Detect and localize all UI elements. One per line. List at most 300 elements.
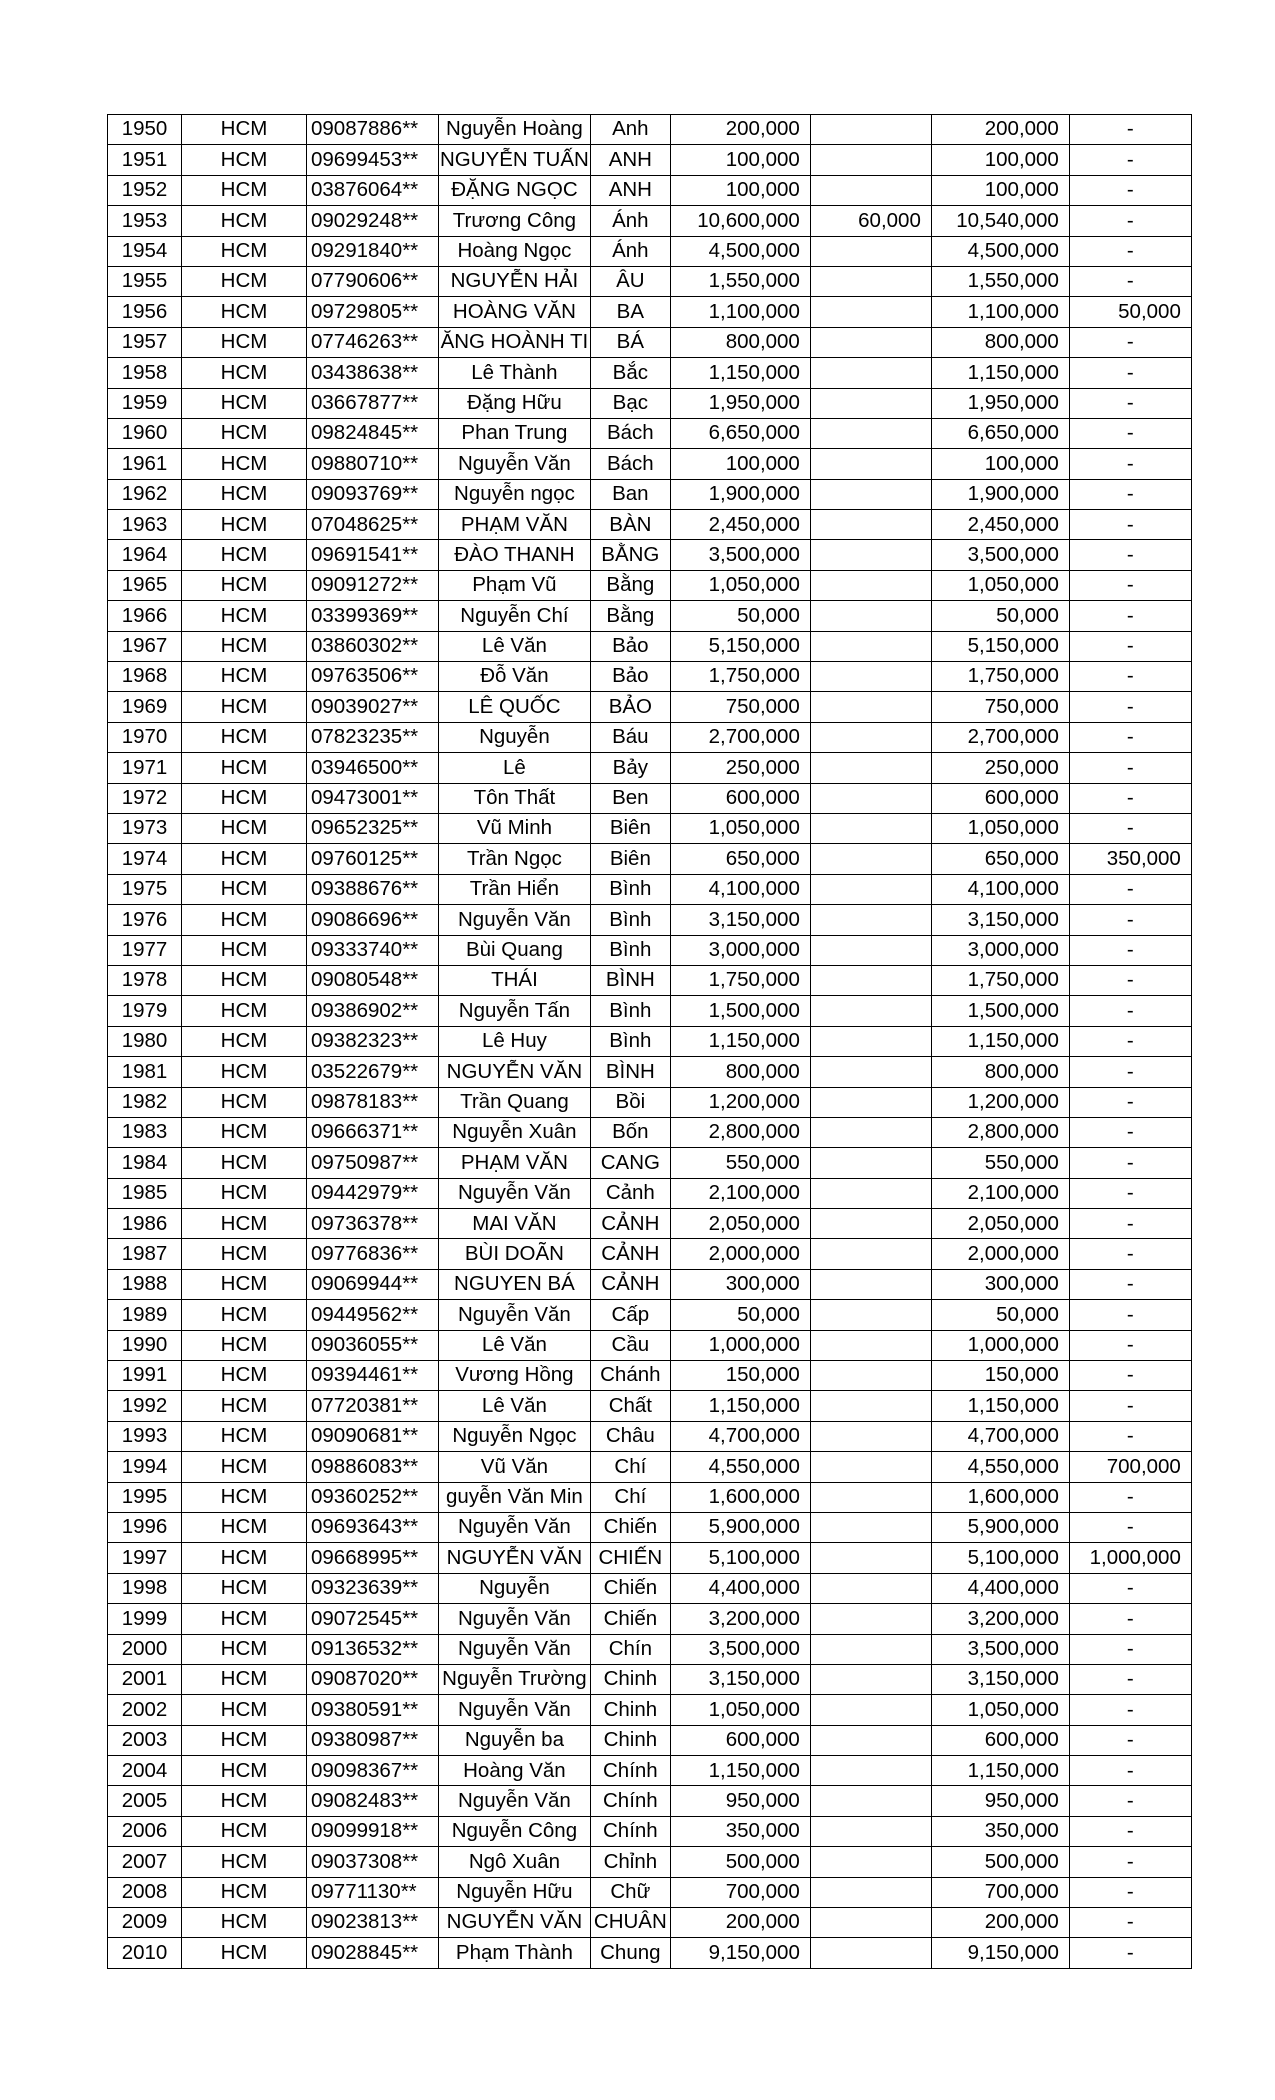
city-cell: HCM: [182, 1178, 307, 1208]
extra-amount-cell: -: [1069, 175, 1191, 205]
row-number-cell: 1995: [108, 1482, 182, 1512]
row-number-cell: 2000: [108, 1634, 182, 1664]
amount-cell: 4,500,000: [670, 236, 810, 266]
row-number-cell: 2004: [108, 1756, 182, 1786]
phone-cell: 09086696**: [307, 905, 439, 935]
first-name-cell: Bằng: [590, 570, 670, 600]
last-name-cell: Nguyễn Hữu: [439, 1877, 591, 1907]
amount-cell: 1,050,000: [670, 1695, 810, 1725]
net-amount-cell: 2,050,000: [931, 1209, 1069, 1239]
extra-amount-cell: -: [1069, 388, 1191, 418]
row-number-cell: 1983: [108, 1117, 182, 1147]
last-name-cell: THÁI: [439, 965, 591, 995]
phone-cell: 09291840**: [307, 236, 439, 266]
last-name-cell: Nguyễn Văn: [439, 1604, 591, 1634]
phone-cell: 03876064**: [307, 175, 439, 205]
amount-cell: 2,000,000: [670, 1239, 810, 1269]
last-name-cell: Nguyễn Văn: [439, 1512, 591, 1542]
deduction-cell: [810, 1421, 931, 1451]
table-row: [108, 145, 1192, 175]
net-amount-cell: 5,900,000: [931, 1512, 1069, 1542]
row-number-cell: 1996: [108, 1512, 182, 1542]
phone-cell: 09082483**: [307, 1786, 439, 1816]
phone-cell: 07720381**: [307, 1391, 439, 1421]
phone-cell: 07048625**: [307, 510, 439, 540]
row-number-cell: 1957: [108, 327, 182, 357]
table-row: [108, 1209, 1192, 1239]
city-cell: HCM: [182, 813, 307, 843]
net-amount-cell: 5,150,000: [931, 631, 1069, 661]
city-cell: HCM: [182, 1026, 307, 1056]
last-name-cell: Tôn Thất: [439, 783, 591, 813]
extra-amount-cell: -: [1069, 1725, 1191, 1755]
city-cell: HCM: [182, 1786, 307, 1816]
extra-amount-cell: -: [1069, 996, 1191, 1026]
last-name-cell: Bùi Quang: [439, 935, 591, 965]
table-row: [108, 1938, 1192, 1968]
phone-cell: 09824845**: [307, 418, 439, 448]
deduction-cell: [810, 236, 931, 266]
deduction-cell: [810, 813, 931, 843]
first-name-cell: Chín: [590, 1634, 670, 1664]
net-amount-cell: 700,000: [931, 1877, 1069, 1907]
amount-cell: 3,500,000: [670, 540, 810, 570]
last-name-cell: NGUYEN BÁ: [439, 1269, 591, 1299]
amount-cell: 800,000: [670, 327, 810, 357]
table-row: [108, 722, 1192, 752]
deduction-cell: [810, 1604, 931, 1634]
row-number-cell: 1989: [108, 1300, 182, 1330]
first-name-cell: BÀN: [590, 510, 670, 540]
row-number-cell: 1950: [108, 115, 182, 145]
last-name-cell: Nguyễn Xuân: [439, 1117, 591, 1147]
deduction-cell: [810, 266, 931, 296]
table-row: [108, 297, 1192, 327]
extra-amount-cell: -: [1069, 570, 1191, 600]
first-name-cell: Biên: [590, 844, 670, 874]
last-name-cell: Nguyễn Văn: [439, 1178, 591, 1208]
first-name-cell: Chinh: [590, 1725, 670, 1755]
amount-cell: 5,150,000: [670, 631, 810, 661]
deduction-cell: [810, 540, 931, 570]
extra-amount-cell: -: [1069, 1756, 1191, 1786]
extra-amount-cell: -: [1069, 1239, 1191, 1269]
net-amount-cell: 50,000: [931, 1300, 1069, 1330]
extra-amount-cell: -: [1069, 1786, 1191, 1816]
net-amount-cell: 1,100,000: [931, 297, 1069, 327]
amount-cell: 3,200,000: [670, 1604, 810, 1634]
table-row: [108, 115, 1192, 145]
extra-amount-cell: -: [1069, 783, 1191, 813]
phone-cell: 09380591**: [307, 1695, 439, 1725]
deduction-cell: [810, 1877, 931, 1907]
net-amount-cell: 5,100,000: [931, 1543, 1069, 1573]
first-name-cell: Biên: [590, 813, 670, 843]
first-name-cell: Bảo: [590, 662, 670, 692]
net-amount-cell: 1,150,000: [931, 1026, 1069, 1056]
net-amount-cell: 200,000: [931, 1908, 1069, 1938]
table-row: [108, 1573, 1192, 1603]
table-row: [108, 1361, 1192, 1391]
net-amount-cell: 1,150,000: [931, 1756, 1069, 1786]
table-row: [108, 1117, 1192, 1147]
table-row: [108, 965, 1192, 995]
phone-cell: 09394461**: [307, 1361, 439, 1391]
deduction-cell: [810, 145, 931, 175]
first-name-cell: Bình: [590, 1026, 670, 1056]
city-cell: HCM: [182, 418, 307, 448]
data-table: [107, 114, 1192, 1969]
net-amount-cell: 1,050,000: [931, 1695, 1069, 1725]
phone-cell: 07790606**: [307, 266, 439, 296]
table-row: [108, 813, 1192, 843]
row-number-cell: 1969: [108, 692, 182, 722]
last-name-cell: NGUYỄN TUẤN: [439, 145, 591, 175]
table-row: [108, 1148, 1192, 1178]
first-name-cell: Bảo: [590, 631, 670, 661]
last-name-cell: Nguyễn Văn: [439, 1300, 591, 1330]
row-number-cell: 1984: [108, 1148, 182, 1178]
phone-cell: 09099918**: [307, 1816, 439, 1846]
phone-cell: 09380987**: [307, 1725, 439, 1755]
extra-amount-cell: -: [1069, 753, 1191, 783]
city-cell: HCM: [182, 1209, 307, 1239]
table-row: [108, 692, 1192, 722]
net-amount-cell: 1,550,000: [931, 266, 1069, 296]
net-amount-cell: 1,050,000: [931, 813, 1069, 843]
row-number-cell: 1988: [108, 1269, 182, 1299]
table-row: [108, 1816, 1192, 1846]
deduction-cell: [810, 1482, 931, 1512]
extra-amount-cell: -: [1069, 1300, 1191, 1330]
deduction-cell: [810, 631, 931, 661]
net-amount-cell: 600,000: [931, 783, 1069, 813]
net-amount-cell: 1,000,000: [931, 1330, 1069, 1360]
deduction-cell: [810, 1695, 931, 1725]
city-cell: HCM: [182, 1117, 307, 1147]
table-body: [108, 115, 1192, 1969]
extra-amount-cell: -: [1069, 1057, 1191, 1087]
last-name-cell: Trương Công: [439, 206, 591, 236]
last-name-cell: Lê Huy: [439, 1026, 591, 1056]
row-number-cell: 1959: [108, 388, 182, 418]
extra-amount-cell: 700,000: [1069, 1452, 1191, 1482]
net-amount-cell: 1,600,000: [931, 1482, 1069, 1512]
table-row: [108, 1026, 1192, 1056]
row-number-cell: 1954: [108, 236, 182, 266]
amount-cell: 50,000: [670, 1300, 810, 1330]
first-name-cell: Chiến: [590, 1512, 670, 1542]
deduction-cell: [810, 175, 931, 205]
city-cell: HCM: [182, 236, 307, 266]
net-amount-cell: 650,000: [931, 844, 1069, 874]
first-name-cell: BẰNG: [590, 540, 670, 570]
city-cell: HCM: [182, 1664, 307, 1694]
table-row: [108, 1664, 1192, 1694]
last-name-cell: Ngô Xuân: [439, 1847, 591, 1877]
extra-amount-cell: -: [1069, 1877, 1191, 1907]
phone-cell: 07823235**: [307, 722, 439, 752]
extra-amount-cell: -: [1069, 115, 1191, 145]
net-amount-cell: 1,500,000: [931, 996, 1069, 1026]
table-row: [108, 1877, 1192, 1907]
last-name-cell: Nguyễn Hoàng: [439, 115, 591, 145]
deduction-cell: [810, 1361, 931, 1391]
deduction-cell: [810, 1026, 931, 1056]
first-name-cell: BẢO: [590, 692, 670, 722]
deduction-cell: [810, 1664, 931, 1694]
row-number-cell: 1976: [108, 905, 182, 935]
last-name-cell: Phạm Thành: [439, 1938, 591, 1968]
city-cell: HCM: [182, 206, 307, 236]
extra-amount-cell: -: [1069, 1148, 1191, 1178]
deduction-cell: [810, 1330, 931, 1360]
row-number-cell: 2007: [108, 1847, 182, 1877]
first-name-cell: Châu: [590, 1421, 670, 1451]
city-cell: HCM: [182, 1634, 307, 1664]
last-name-cell: NGUYỄN HẢI: [439, 266, 591, 296]
city-cell: HCM: [182, 1816, 307, 1846]
extra-amount-cell: -: [1069, 1573, 1191, 1603]
amount-cell: 1,500,000: [670, 996, 810, 1026]
last-name-cell: Trần Hiển: [439, 874, 591, 904]
net-amount-cell: 3,200,000: [931, 1604, 1069, 1634]
last-name-cell: Nguyễn Văn: [439, 1695, 591, 1725]
last-name-cell: Vũ Minh: [439, 813, 591, 843]
amount-cell: 4,550,000: [670, 1452, 810, 1482]
last-name-cell: Nguyễn: [439, 1573, 591, 1603]
net-amount-cell: 500,000: [931, 1847, 1069, 1877]
row-number-cell: 1971: [108, 753, 182, 783]
table-row: [108, 1543, 1192, 1573]
table-row: [108, 601, 1192, 631]
amount-cell: 3,150,000: [670, 905, 810, 935]
deduction-cell: [810, 722, 931, 752]
city-cell: HCM: [182, 449, 307, 479]
city-cell: HCM: [182, 175, 307, 205]
extra-amount-cell: -: [1069, 905, 1191, 935]
city-cell: HCM: [182, 1847, 307, 1877]
first-name-cell: Bằng: [590, 601, 670, 631]
net-amount-cell: 950,000: [931, 1786, 1069, 1816]
extra-amount-cell: -: [1069, 1512, 1191, 1542]
net-amount-cell: 3,150,000: [931, 1664, 1069, 1694]
last-name-cell: Phan Trung: [439, 418, 591, 448]
amount-cell: 1,600,000: [670, 1482, 810, 1512]
amount-cell: 1,750,000: [670, 965, 810, 995]
first-name-cell: Bồi: [590, 1087, 670, 1117]
net-amount-cell: 4,400,000: [931, 1573, 1069, 1603]
table-row: [108, 1725, 1192, 1755]
deduction-cell: [810, 905, 931, 935]
amount-cell: 1,550,000: [670, 266, 810, 296]
table-row: [108, 1269, 1192, 1299]
city-cell: HCM: [182, 631, 307, 661]
extra-amount-cell: -: [1069, 1604, 1191, 1634]
last-name-cell: BÙI DOÃN: [439, 1239, 591, 1269]
table-row: [108, 1482, 1192, 1512]
net-amount-cell: 300,000: [931, 1269, 1069, 1299]
table-row: [108, 1300, 1192, 1330]
last-name-cell: NGUYỄN VĂN: [439, 1057, 591, 1087]
phone-cell: 09652325**: [307, 813, 439, 843]
last-name-cell: HOÀNG VĂN: [439, 297, 591, 327]
first-name-cell: BA: [590, 297, 670, 327]
first-name-cell: Chinh: [590, 1664, 670, 1694]
phone-cell: 03860302**: [307, 631, 439, 661]
net-amount-cell: 750,000: [931, 692, 1069, 722]
city-cell: HCM: [182, 1938, 307, 1968]
row-number-cell: 1986: [108, 1209, 182, 1239]
last-name-cell: Nguyễn Văn: [439, 905, 591, 935]
city-cell: HCM: [182, 844, 307, 874]
net-amount-cell: 100,000: [931, 449, 1069, 479]
amount-cell: 500,000: [670, 1847, 810, 1877]
amount-cell: 6,650,000: [670, 418, 810, 448]
row-number-cell: 2003: [108, 1725, 182, 1755]
last-name-cell: Phạm Vũ: [439, 570, 591, 600]
last-name-cell: Lê Văn: [439, 1391, 591, 1421]
city-cell: HCM: [182, 996, 307, 1026]
net-amount-cell: 1,750,000: [931, 965, 1069, 995]
last-name-cell: Lê Thành: [439, 358, 591, 388]
table-row: [108, 1178, 1192, 1208]
first-name-cell: Chính: [590, 1816, 670, 1846]
amount-cell: 100,000: [670, 449, 810, 479]
row-number-cell: 1997: [108, 1543, 182, 1573]
table-row: [108, 844, 1192, 874]
last-name-cell: Nguyễn Văn: [439, 1786, 591, 1816]
phone-cell: 09023813**: [307, 1908, 439, 1938]
net-amount-cell: 1,950,000: [931, 388, 1069, 418]
net-amount-cell: 3,150,000: [931, 905, 1069, 935]
phone-cell: 09039027**: [307, 692, 439, 722]
amount-cell: 600,000: [670, 783, 810, 813]
row-number-cell: 1967: [108, 631, 182, 661]
city-cell: HCM: [182, 115, 307, 145]
city-cell: HCM: [182, 358, 307, 388]
city-cell: HCM: [182, 1421, 307, 1451]
deduction-cell: [810, 327, 931, 357]
city-cell: HCM: [182, 1361, 307, 1391]
last-name-cell: Hoàng Ngọc: [439, 236, 591, 266]
phone-cell: 09029248**: [307, 206, 439, 236]
first-name-cell: Cảnh: [590, 1178, 670, 1208]
last-name-cell: Nguyễn Trường: [439, 1664, 591, 1694]
row-number-cell: 1990: [108, 1330, 182, 1360]
last-name-cell: Lê Văn: [439, 631, 591, 661]
extra-amount-cell: -: [1069, 358, 1191, 388]
first-name-cell: Chính: [590, 1756, 670, 1786]
last-name-cell: Nguyễn ngọc: [439, 479, 591, 509]
row-number-cell: 1993: [108, 1421, 182, 1451]
city-cell: HCM: [182, 266, 307, 296]
row-number-cell: 1955: [108, 266, 182, 296]
deduction-cell: [810, 1543, 931, 1573]
table-row: [108, 327, 1192, 357]
last-name-cell: Nguyễn Chí: [439, 601, 591, 631]
net-amount-cell: 800,000: [931, 1057, 1069, 1087]
last-name-cell: Lê Văn: [439, 1330, 591, 1360]
net-amount-cell: 200,000: [931, 115, 1069, 145]
row-number-cell: 2001: [108, 1664, 182, 1694]
last-name-cell: NGUYỄN VĂN: [439, 1543, 591, 1573]
amount-cell: 150,000: [670, 1361, 810, 1391]
last-name-cell: Nguyễn Ngọc: [439, 1421, 591, 1451]
amount-cell: 3,500,000: [670, 1634, 810, 1664]
table-row: [108, 905, 1192, 935]
net-amount-cell: 2,100,000: [931, 1178, 1069, 1208]
amount-cell: 5,100,000: [670, 1543, 810, 1573]
first-name-cell: Ben: [590, 783, 670, 813]
net-amount-cell: 100,000: [931, 145, 1069, 175]
table-row: [108, 631, 1192, 661]
net-amount-cell: 1,900,000: [931, 479, 1069, 509]
city-cell: HCM: [182, 1269, 307, 1299]
row-number-cell: 1968: [108, 662, 182, 692]
amount-cell: 2,050,000: [670, 1209, 810, 1239]
net-amount-cell: 100,000: [931, 175, 1069, 205]
amount-cell: 5,900,000: [670, 1512, 810, 1542]
extra-amount-cell: -: [1069, 1087, 1191, 1117]
deduction-cell: [810, 1148, 931, 1178]
row-number-cell: 2009: [108, 1908, 182, 1938]
deduction-cell: [810, 1452, 931, 1482]
phone-cell: 09771130**: [307, 1877, 439, 1907]
table-row: [108, 570, 1192, 600]
net-amount-cell: 6,650,000: [931, 418, 1069, 448]
deduction-cell: [810, 1786, 931, 1816]
amount-cell: 3,150,000: [670, 1664, 810, 1694]
phone-cell: 07746263**: [307, 327, 439, 357]
first-name-cell: ÂU: [590, 266, 670, 296]
extra-amount-cell: -: [1069, 601, 1191, 631]
row-number-cell: 1953: [108, 206, 182, 236]
table-row: [108, 540, 1192, 570]
deduction-cell: [810, 510, 931, 540]
amount-cell: 200,000: [670, 1908, 810, 1938]
phone-cell: 09449562**: [307, 1300, 439, 1330]
first-name-cell: CHUÂN: [590, 1908, 670, 1938]
city-cell: HCM: [182, 1391, 307, 1421]
net-amount-cell: 2,700,000: [931, 722, 1069, 752]
city-cell: HCM: [182, 1877, 307, 1907]
table-row: [108, 175, 1192, 205]
extra-amount-cell: -: [1069, 631, 1191, 661]
extra-amount-cell: -: [1069, 327, 1191, 357]
extra-amount-cell: -: [1069, 510, 1191, 540]
deduction-cell: [810, 1239, 931, 1269]
first-name-cell: Chiến: [590, 1573, 670, 1603]
deduction-cell: [810, 692, 931, 722]
phone-cell: 09087020**: [307, 1664, 439, 1694]
table-row: [108, 266, 1192, 296]
deduction-cell: [810, 662, 931, 692]
net-amount-cell: 2,000,000: [931, 1239, 1069, 1269]
table-row: [108, 1786, 1192, 1816]
first-name-cell: CHIẾN: [590, 1543, 670, 1573]
row-number-cell: 1999: [108, 1604, 182, 1634]
amount-cell: 4,100,000: [670, 874, 810, 904]
deduction-cell: [810, 874, 931, 904]
table-row: [108, 874, 1192, 904]
phone-cell: 09729805**: [307, 297, 439, 327]
extra-amount-cell: -: [1069, 1391, 1191, 1421]
last-name-cell: Nguyễn Văn: [439, 449, 591, 479]
net-amount-cell: 4,100,000: [931, 874, 1069, 904]
amount-cell: 2,700,000: [670, 722, 810, 752]
city-cell: HCM: [182, 1908, 307, 1938]
